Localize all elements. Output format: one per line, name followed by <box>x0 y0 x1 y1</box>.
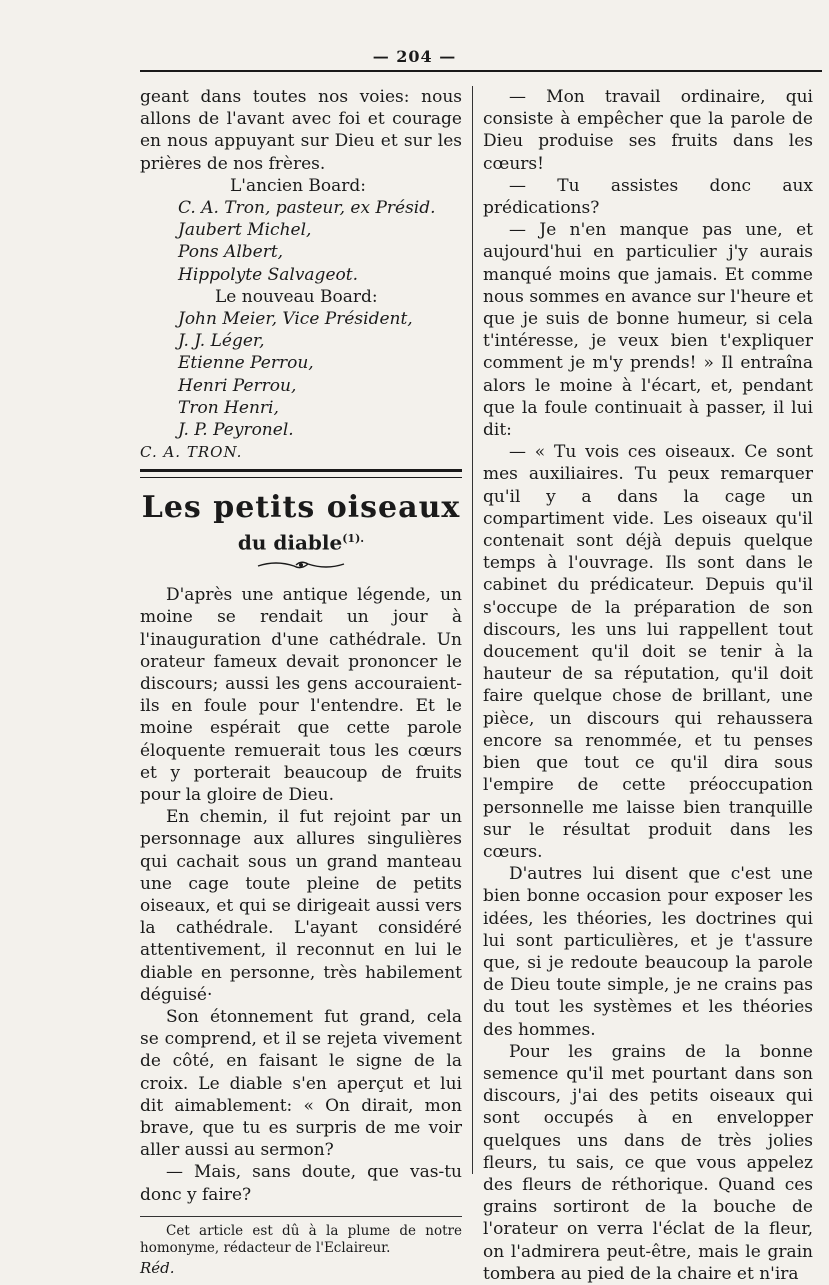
footnote-text: Cet article est dû à la plume de notre homonyme, rédacteur de l'Eclaireur. <box>140 1222 462 1256</box>
new-board-member: J. J. Léger, <box>178 331 265 352</box>
ornament <box>140 558 462 576</box>
new-board-member: Tron Henri, <box>178 397 279 418</box>
article-paragraph: D'autres lui disent que c'est une bien bonne occasion pour exposer les idées, les théories, les doctrines qui lui sont particulières, et je t'assure que, si je redoute beaucoup la parole de Dieu toute simple, je ne crains pas du tout les systèmes et les théories des hommes. <box>483 864 813 1040</box>
author-signature: C. A. TRON. <box>140 443 243 462</box>
old-board-title: L'ancien Board: <box>230 175 367 196</box>
left-column <box>140 86 462 1279</box>
old-board-member: C. A. Tron, pasteur, ex Présid. <box>178 198 436 219</box>
article-paragraph: — « Tu vois ces oiseaux. Ce sont mes auxiliaires. Tu peux remarquer qu'il y a dans la cage un compartiment vide. Les oiseaux qu'il contenait sont déjà depuis quelque temps à l'ouvrage. Ils sont dans le cabinet du prédicateur. Depuis qu'il s'occupe de la préparation de son discours, les uns lui rappellent tout doucement qu'il doit se tenir à la hauteur de sa réputation, qu'il doit faire quelque chose de brillant, une pièce, un discours qui rehaussera encore sa renommée, et tu penses bien que tout ce qu'il dira sous l'empire de cette préoccupation personnelle me laisse bien tranquille sur le résultat produit dans les cœurs. <box>483 442 813 862</box>
new-board-member: Henri Perrou, <box>178 375 297 396</box>
article-paragraph: D'après une antique légende, un moine se rendait un jour à l'inauguration d'une cathédrale. Un orateur fameux devait prononcer le discours; aussi les gens accouraient-ils en foule pour l'entendre. Et le moine espérait que cette parole éloquente remuerait tous les cœurs et y porterait beaucoup de fruits pour la gloire de Dieu. <box>140 585 462 805</box>
new-board-member: Etienne Perrou, <box>178 353 314 374</box>
article-paragraph: — Mais, sans doute, que vas-tu donc y faire? <box>140 1162 462 1205</box>
article-subtitle <box>140 526 462 556</box>
article-title: Les petits oiseaux <box>141 490 461 526</box>
old-board-member: Hippolyte Salvageot. <box>178 264 358 285</box>
right-column <box>483 86 813 1285</box>
footnote-marker: (1). <box>342 532 365 546</box>
section-double-rule <box>140 469 462 478</box>
intro-paragraph: geant dans toutes nos voies: nous allons de l'avant avec foi et courage en nous appuyant sur Dieu et sur les prières de nos frères. <box>140 87 462 174</box>
page-number: — 204 — <box>372 47 457 66</box>
article-subtitle-text: du diable <box>237 531 343 556</box>
flourish-icon <box>256 558 346 572</box>
article-paragraph: — Je n'en manque pas une, et aujourd'hui en particulier j'y aurais manqué moins que jamais. Et comme nous sommes en avance sur l'heure et que je suis de bonne humeur, si cela t'intéresse, je veux bien t'expliquer comment je m'y prends! » Il entraîna alors le moine à l'écart, et, pendant que la foule continuait à passer, il lui dit: <box>483 220 813 441</box>
article-paragraph: En chemin, il fut rejoint par un personnage aux allures singulières qui cachait sous un grand manteau une cage toute pleine de petits oiseaux, et qui se dirigeait aussi vers la cathédrale. L'ayant considéré attentivement, il reconnut en lui le diable en personne, très habilement déguisé· <box>140 807 462 1005</box>
article-paragraph: Son étonnement fut grand, cela se comprend, et il se rejeta vivement de côté, en faisant le signe de la croix. Le diable s'en aperçut et lui dit aimablement: « On dirait, mon brave, que tu es surpris de me voir aller aussi au sermon? <box>140 1006 462 1161</box>
new-board-member: John Meier, Vice Président, <box>178 309 413 330</box>
article-paragraph: Pour les grains de la bonne semence qu'il met pourtant dans son discours, j'ai des petits oiseaux qui sont occupés à en envelopper quelques uns dans de très jolies fleurs, tu sais, ce que vous appelez des fleurs de réthorique. Quand ces grains sortiront de la bouche de l'orateur on verra l'éclat de la fleur, on l'admirera peut-être, mais le grain tombera au pied de la chaire et n'ira <box>483 1041 813 1284</box>
article-paragraph: — Tu assistes donc aux prédications? <box>483 175 813 219</box>
footnote-rule <box>140 1216 462 1217</box>
old-board-member: Pons Albert, <box>178 242 284 263</box>
header-rule <box>140 70 822 72</box>
article-paragraph: — Mon travail ordinaire, qui consiste à empêcher que la parole de Dieu produise ses fruits dans les cœurs! <box>483 87 813 174</box>
column-divider <box>472 86 473 1174</box>
new-board-member: J. P. Peyronel. <box>178 420 294 441</box>
old-board-member: Jaubert Michel, <box>178 220 312 241</box>
footnote-signature: Réd. <box>140 1258 175 1277</box>
new-board-title: Le nouveau Board: <box>215 286 378 307</box>
